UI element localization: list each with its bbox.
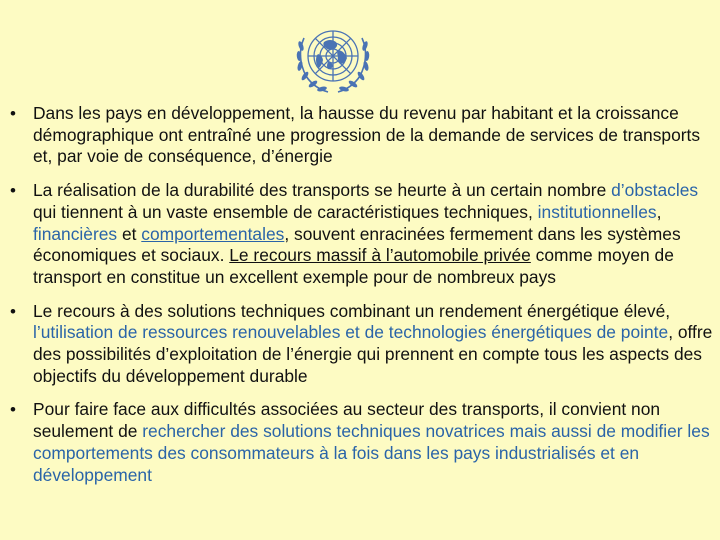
bullet-2-text-d: et [117, 223, 142, 244]
bullet-3-highlight-ressources: l’utilisation de ressources renouvelables et de technologies énergétiques de pointe [33, 322, 669, 343]
un-emblem-logo [284, 16, 382, 98]
bullet-4-text-a: Pour faire face aux difficultés associées au secteur des transports, il convient non seulement de [33, 399, 661, 442]
bullet-dot: • [10, 400, 16, 420]
bullet-item-2 [6, 180, 714, 289]
bullet-3-text-b: , offre des possibilités d’exploitation de l’énergie qui prennent en compte tous les aspects des objectifs du développement durable [33, 322, 713, 386]
bullet-2-text-f: comme moyen de transport en constitue un excellent exemple pour de nombreux pays [33, 245, 674, 287]
bullet-2-link-recours-automobile[interactable]: Le recours massif à l’automobile privée [229, 245, 531, 266]
bullet-list [6, 103, 714, 498]
bullet-dot: • [10, 301, 16, 321]
bullet-2-text-e: , souvent enracinées fermement dans les systèmes économiques et sociaux. [33, 223, 681, 266]
bullet-item-1 [6, 103, 714, 168]
bullet-1-text: Dans les pays en développement, la hausse du revenu par habitant et la croissance démographique ont entraîné une progression de la demande de services de transports et, par voie de conséquence, d’énergie [33, 103, 701, 167]
bullet-4-highlight-solutions: rechercher des solutions techniques novatrices mais aussi de modifier les comportements des consommateurs à la fois dans les pays industrialisés et en développement [33, 421, 710, 485]
bullet-2-text-a: La réalisation de la durabilité des transports se heurte à un certain nombre [33, 180, 612, 201]
bullet-dot: • [10, 104, 16, 123]
bullet-item-3 [6, 301, 714, 388]
bullet-2-link-comportementales[interactable]: comportementales [141, 223, 285, 244]
bullet-3-text-a: Le recours à des solutions techniques combinant un rendement énergétique élevé, [33, 300, 671, 321]
bullet-dot: • [10, 181, 16, 201]
bullet-2-highlight-institutionnelles: institutionnelles [537, 201, 657, 222]
bullet-item-4 [6, 399, 714, 486]
bullet-2-highlight-financieres: financières [33, 223, 118, 244]
bullet-2-text-c: , [656, 201, 662, 222]
bullet-2-text-b: qui tiennent à un vaste ensemble de caractéristiques techniques, [33, 201, 538, 222]
bullet-2-highlight-obstacles: d’obstacles [611, 180, 699, 201]
